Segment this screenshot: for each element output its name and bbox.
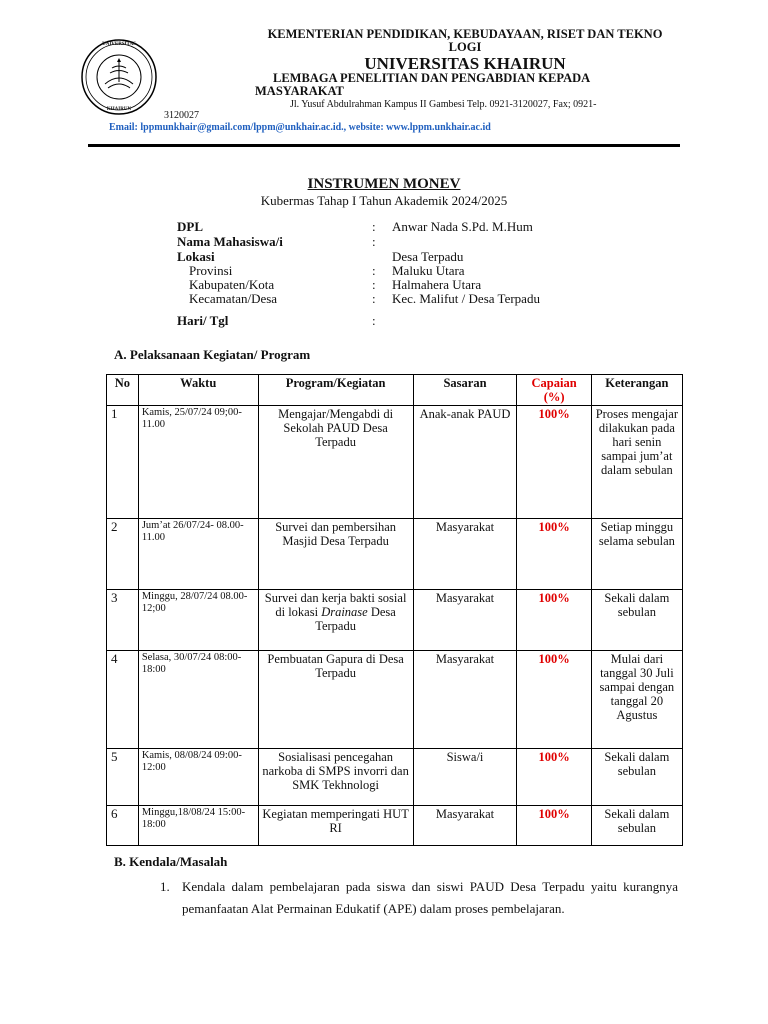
document-title: INSTRUMEN MONEV — [307, 176, 461, 192]
row-keterangan: Sekali dalam sebulan — [591, 749, 682, 806]
kabupaten-value: Halmahera Utara — [392, 277, 482, 292]
lokasi-label: Lokasi — [177, 249, 215, 264]
provinsi-label: Provinsi — [189, 263, 233, 278]
header-capaian: Capaian (%) — [517, 375, 591, 406]
row-sasaran: Siswa/i — [413, 749, 517, 806]
university-logo — [80, 38, 158, 116]
colon: : — [372, 234, 376, 249]
row-capaian: 100% — [517, 749, 591, 806]
row-sasaran: Masyarakat — [413, 651, 517, 749]
header-sasaran: Sasaran — [413, 375, 517, 406]
kabupaten-label: Kabupaten/Kota — [189, 277, 275, 292]
contact-line[interactable]: Email: lppmunkhair@gmail.com/lppm@unkhair.ac.id., website: www.lppm.unkhair.ac.id — [109, 122, 491, 133]
row-waktu: Jum’at 26/07/24- 08.00-11.00 — [138, 519, 258, 590]
table-row — [107, 806, 683, 846]
kecamatan-label: Kecamatan/Desa — [189, 291, 278, 306]
kendala-text: Kendala dalam pembelajaran pada siswa dan siswi PAUD Desa Terpadu yaitu kurangnya pemanfaatan Alat Permainan Edukatif (APE) dalam proses pembelajaran. — [182, 879, 678, 916]
logo-text-bottom: KHAIRUN — [106, 107, 132, 112]
lokasi-value: Desa Terpadu — [392, 249, 464, 264]
header-program: Program/Kegiatan — [258, 375, 413, 406]
university-name: UNIVERSITAS KHAIRUN — [364, 54, 566, 73]
header-keterangan: Keterangan — [591, 375, 682, 406]
row-program: Survei dan pembersihan Masjid Desa Terpadu — [258, 519, 413, 590]
hari-label: Hari/ Tgl — [177, 313, 229, 328]
kecamatan-value: Kec. Malifut / Desa Terpadu — [392, 291, 540, 306]
row-keterangan: Setiap minggu selama sebulan — [591, 519, 682, 590]
table-row — [107, 651, 683, 749]
row-no: 5 — [107, 749, 139, 806]
row-capaian: 100% — [517, 651, 591, 749]
colon: : — [372, 263, 376, 278]
kendala-item — [160, 876, 678, 920]
colon: : — [372, 219, 376, 234]
row-waktu: Minggu,18/08/24 15:00-18:00 — [138, 806, 258, 846]
dpl-value: Anwar Nada S.Pd. M.Hum — [392, 219, 533, 234]
row-waktu: Kamis, 25/07/24 09;00-11.00 — [138, 406, 258, 519]
row-keterangan: Sekali dalam sebulan — [591, 590, 682, 651]
row-keterangan: Mulai dari tanggal 30 Juli sampai dengan tanggal 20 Agustus — [591, 651, 682, 749]
table-header-row — [107, 375, 683, 406]
row-waktu: Minggu, 28/07/24 08.00-12;00 — [138, 590, 258, 651]
activity-table — [106, 374, 683, 846]
row-sasaran: Masyarakat — [413, 806, 517, 846]
row-no: 1 — [107, 406, 139, 519]
program-text-end: Desa Terpadu — [315, 605, 396, 633]
row-sasaran: Masyarakat — [413, 590, 517, 651]
ministry-name: KEMENTERIAN PENDIDIKAN, KEBUDAYAAN, RISET DAN TEKNO LOGI — [267, 27, 663, 54]
dpl-label: DPL — [177, 219, 203, 234]
row-sasaran: Anak-anak PAUD — [413, 406, 517, 519]
colon: : — [372, 277, 376, 292]
row-no: 3 — [107, 590, 139, 651]
row-keterangan: Proses mengajar dilakukan pada hari senin sampai jum’at dalam sebulan — [591, 406, 682, 519]
document-subtitle: Kubermas Tahap I Tahun Akademik 2024/2025 — [260, 193, 508, 208]
row-no: 2 — [107, 519, 139, 590]
row-program: Kegiatan memperingati HUT RI — [258, 806, 413, 846]
header-waktu: Waktu — [138, 375, 258, 406]
header-no: No — [107, 375, 139, 406]
row-capaian: 100% — [517, 590, 591, 651]
info-block — [0, 219, 768, 329]
provinsi-value: Maluku Utara — [392, 263, 465, 278]
table-row — [107, 749, 683, 806]
row-capaian: 100% — [517, 406, 591, 519]
mahasiswa-label: Nama Mahasiswa/i — [177, 234, 283, 249]
header-divider — [88, 144, 680, 147]
row-waktu: Selasa, 30/07/24 08:00-18:00 — [138, 651, 258, 749]
program-text: Survei dan kerja bakti sosial di lokasi — [264, 591, 407, 619]
row-keterangan: Sekali dalam sebulan — [591, 806, 682, 846]
row-capaian: 100% — [517, 806, 591, 846]
row-sasaran: Masyarakat — [413, 519, 517, 590]
address-line-2: 3120027 — [164, 110, 199, 121]
section-a-heading: A. Pelaksanaan Kegiatan/ Program — [114, 347, 311, 362]
row-program — [258, 590, 413, 651]
colon: : — [372, 291, 376, 306]
section-b-heading: B. Kendala/Masalah — [114, 854, 228, 869]
table-row — [107, 406, 683, 519]
row-no: 6 — [107, 806, 139, 846]
kendala-number: 1. — [160, 879, 170, 894]
row-program: Sosialisasi pencegahan narkoba di SMPS invorri dan SMK Tekhnologi — [258, 749, 413, 806]
row-program: Pembuatan Gapura di Desa Terpadu — [258, 651, 413, 749]
logo-text-top: UNIVERSITAS — [102, 42, 136, 47]
table-row — [107, 590, 683, 651]
row-program: Mengajar/Mengabdi di Sekolah PAUD Desa Terpadu — [258, 406, 413, 519]
institute-name: LEMBAGA PENELITIAN DAN PENGABDIAN KEPADA MASYARAKAT — [255, 71, 590, 98]
row-no: 4 — [107, 651, 139, 749]
row-capaian: 100% — [517, 519, 591, 590]
row-waktu: Kamis, 08/08/24 09:00-12:00 — [138, 749, 258, 806]
table-row — [107, 519, 683, 590]
address-line-1: Jl. Yusuf Abdulrahman Kampus II Gambesi Telp. 0921-3120027, Fax; 0921- — [290, 99, 597, 110]
colon: : — [372, 313, 376, 328]
program-emphasis: Drainase — [321, 605, 368, 619]
